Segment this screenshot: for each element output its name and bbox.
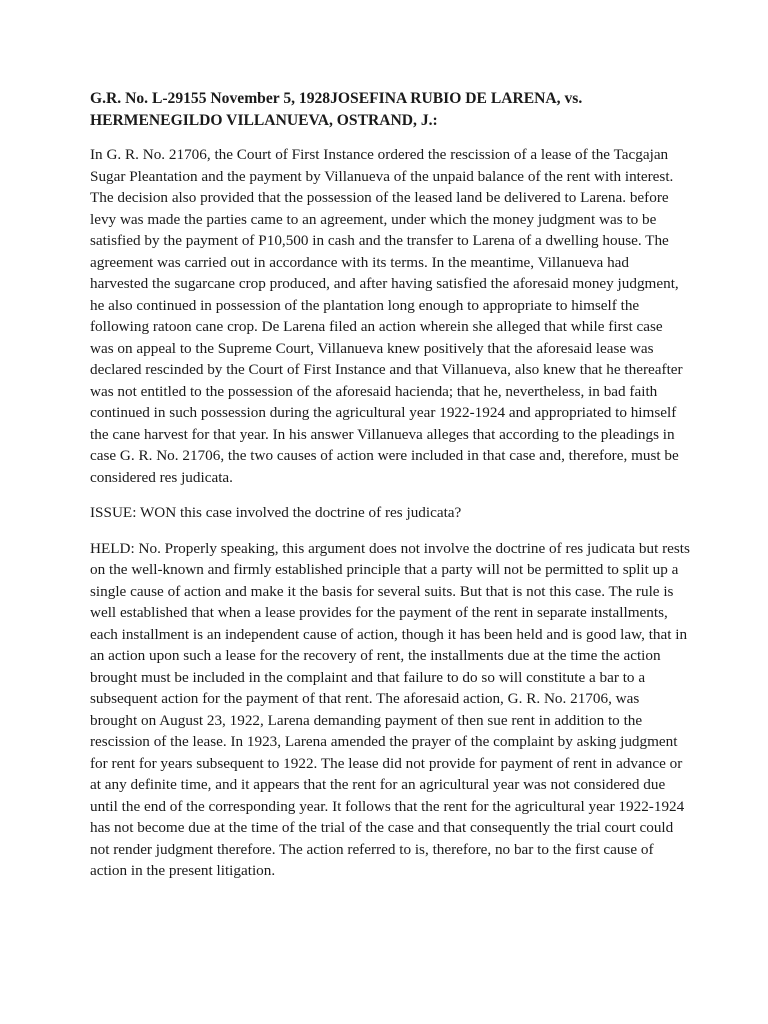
facts-paragraph: In G. R. No. 21706, the Court of First Instance ordered the rescission of a lease of the Tacgajan Sugar Pleantation and the payment by Villanueva of the unpaid balance of the rent with interest. The decision also provided that the possession of the leased land be delivered to Larena. before levy was made the parties came to an agreement, under which the money judgment was to be satisfied by the payment of P10,500 in cash and the transfer to Larena of a dwelling house. The agreement was carried out in accordance with its terms. In the meantime, Villanueva had harvested the sugarcane crop produced, and after having satisfied the aforesaid money judgment, he also continued in possession of the plantation long enough to appropriate to himself the following ratoon cane crop. De Larena filed an action wherein she alleged that while first case was on appeal to the Supreme Court, Villanueva knew positively that the aforesaid lease was declared rescinded by the Court of First Instance and that Villanueva, also knew that he thereafter was not entitled to the possession of the aforesaid hacienda; that he, nevertheless, in bad faith continued in such possession during the agricultural year 1922-1924 and appropriated to himself the cane harvest for that year. In his answer Villanueva alleges that according to the pleadings in case G. R. No. 21706, the two causes of action were included in that case and, therefore, must be considered res judicata. <box>90 146 683 486</box>
held-paragraph: HELD: No. Properly speaking, this argument does not involve the doctrine of res judicata but rests on the well-known and firmly established principle that a party will not be permitted to split up a single cause of action and make it the basis for several suits. But that is not this case. The rule is well established that when a lease provides for the payment of the rent in separate installments, each installment is an independent cause of action, though it has been held and is good law, that in an action upon such a lease for the recovery of rent, the installments due at the time the action brought must be included in the complaint and that failure to do so will constitute a bar to a subsequent action for the payment of that rent. The aforesaid action, G. R. No. 21706, was brought on August 23, 1922, Larena demanding payment of then sue rent in addition to the rescission of the lease. In 1923, Larena amended the prayer of the complaint by asking judgment for rent for years subsequent to 1922. The lease did not provide for payment of rent in advance or at any definite time, and it appears that the rent for an agricultural year was not considered due until the end of the corresponding year. It follows that the rent for the agricultural year 1922-1924 has not become due at the time of the trial of the case and that consequently the trial court could not render judgment therefore. The action referred to is, therefore, no bar to the first cause of action in the present litigation. <box>90 539 690 879</box>
case-title: G.R. No. L-29155 November 5, 1928JOSEFINA RUBIO DE LARENA, vs. HERMENEGILDO VILLANUEVA, OSTRAND, J.: <box>90 90 583 129</box>
document-page <box>90 88 690 896</box>
issue-paragraph: ISSUE: WON this case involved the doctrine of res judicata? <box>90 504 462 521</box>
